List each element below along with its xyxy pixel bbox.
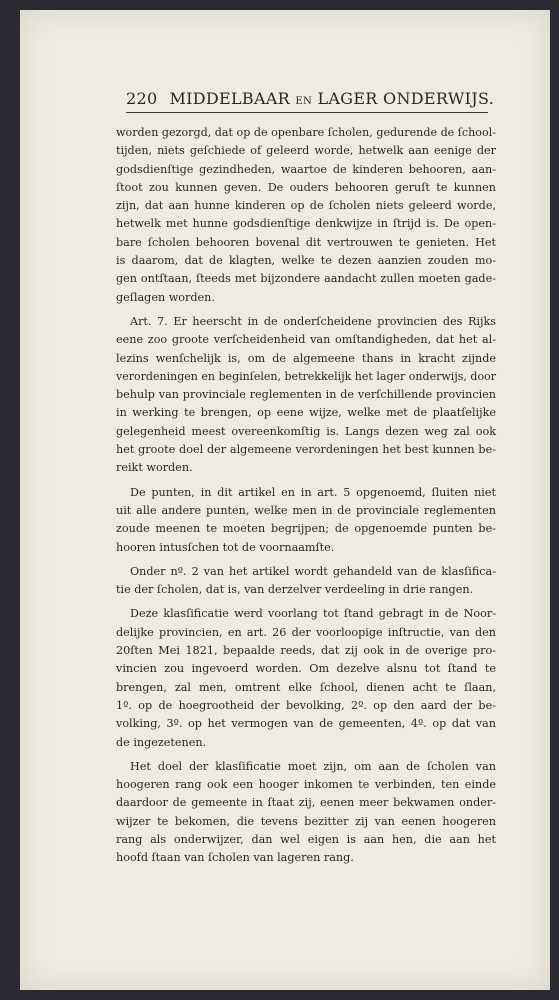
- text-line: lezins wenſchelijk is, om de algemeene thans in kracht zijnde: [116, 351, 496, 365]
- text-line: hoofd ſtaan van ſcholen van lageren rang.: [116, 851, 354, 865]
- text-line: De punten, in dit artikel en in art. 5 opgenoemd, ſluiten niet: [130, 485, 496, 499]
- text-line: delijke provincien, en art. 26 der voorloopige inſtructie, van den: [116, 625, 496, 639]
- text-line: ſtoot zou kunnen geven. De ouders behooren geruſt te kunnen: [116, 180, 496, 194]
- book-page: [20, 10, 550, 990]
- text-line: daardoor de gemeente in ſtaat zij, eenen meer bekwamen onder-: [116, 796, 496, 810]
- text-line: volking, 3º. op het vermogen van de gemeenten, 4º. op dat van: [116, 717, 496, 731]
- text-line: rang als onderwijzer, dan wel eigen is aan hen, die aan het: [116, 832, 496, 846]
- text-line: hooren intusſchen tot de voornaamſte.: [116, 540, 335, 554]
- paragraph: [116, 124, 496, 307]
- text-line: gen ontſtaan, ſteeds met bijzondere aandacht zullen moeten gade-: [116, 272, 496, 286]
- text-line: brengen, zal men, omtrent elke ſchool, dienen acht te ſlaan,: [116, 680, 496, 694]
- paragraph: [116, 758, 496, 868]
- text-line: Onder nº. 2 van het artikel wordt gehandeld van de klasſifica-: [130, 564, 496, 578]
- text-line: Deze klasſificatie werd voorlang tot ſtand gebragt in de Noor-: [130, 607, 496, 621]
- text-line: Het doel der klasſificatie moet zijn, om aan de ſcholen van: [130, 759, 496, 773]
- header-title-part1: MIDDELBAAR: [169, 89, 291, 108]
- text-line: de ingezetenen.: [116, 735, 207, 749]
- text-line: eene zoo groote verſcheidenheid van omſtandigheden, dat het al-: [116, 333, 496, 347]
- header-rule: [126, 112, 488, 113]
- text-line: zijn, dat aan hunne kinderen op de ſcholen niets geleerd worde,: [116, 199, 496, 213]
- text-line: hetwelk met hunne godsdienſtige denkwijze in ſtrijd is. De open-: [116, 217, 496, 231]
- running-header: [126, 89, 495, 108]
- text-line: 20ſten Mei 1821, bepaalde reeds, dat zij ook in de overige pro-: [116, 644, 496, 658]
- text-line: het groote doel der algemeene verordeningen het best kunnen be-: [116, 443, 496, 457]
- text-line: tijden, niets geſchiede of geleerd worde, hetwelk aan eenige der: [116, 144, 496, 158]
- text-line: bare ſcholen behooren bovenal dit vertrouwen te genieten. Het: [116, 235, 496, 249]
- text-line: uit alle andere punten, welke men in de provinciale reglementen: [116, 503, 496, 517]
- text-line: behulp van provinciale reglementen in de verſchillende provincien: [116, 388, 496, 402]
- text-line: reikt worden.: [116, 461, 193, 475]
- text-line: geſlagen worden.: [116, 290, 215, 304]
- text-line: zoude meenen te moeten begrijpen; de opgenoemde punten be-: [116, 522, 496, 536]
- text-line: worden gezorgd, dat op de openbare ſcholen, gedurende de ſchool-: [116, 126, 496, 139]
- header-title-part2: LAGER ONDERWIJS.: [317, 89, 495, 108]
- text-line: tie der ſcholen, dat is, van derzelver verdeeling in drie rangen.: [116, 583, 474, 597]
- body-text: [116, 124, 496, 874]
- paragraph: [116, 605, 496, 751]
- text-line: vincien zou ingevoerd worden. Om dezelve alsnu tot ſtand te: [116, 662, 496, 676]
- text-line: in werking te brengen, op eene wijze, welke met de plaatſelijke: [116, 406, 496, 420]
- paragraph: [116, 484, 496, 557]
- text-line: verordeningen en beginſelen, betrekkelijk het lager onderwijs, door: [116, 369, 496, 383]
- page-number: 220: [126, 89, 158, 108]
- text-line: hoogeren rang ook een hooger inkomen te verbinden, ten einde: [116, 778, 496, 792]
- text-line: gelegenheid meest overeenkomſtig is. Langs dezen weg zal ook: [116, 424, 496, 438]
- paragraph: [116, 313, 496, 478]
- header-title-small: EN: [295, 96, 313, 107]
- text-line: is daarom, dat de klagten, welke te dezen aanzien zouden mo-: [116, 254, 496, 268]
- text-line: godsdienſtige gezindheden, waartoe de kinderen behooren, aan-: [116, 162, 496, 176]
- text-line: wijzer te bekomen, die tevens bezitter zij van eenen hoogeren: [116, 814, 496, 828]
- paragraph: [116, 563, 496, 600]
- text-line: 1º. op de hoegrootheid der bevolking, 2º. op den aard der be-: [116, 698, 496, 712]
- text-line: Art. 7. Er heerscht in de onderſcheidene provincien des Rijks: [130, 314, 496, 328]
